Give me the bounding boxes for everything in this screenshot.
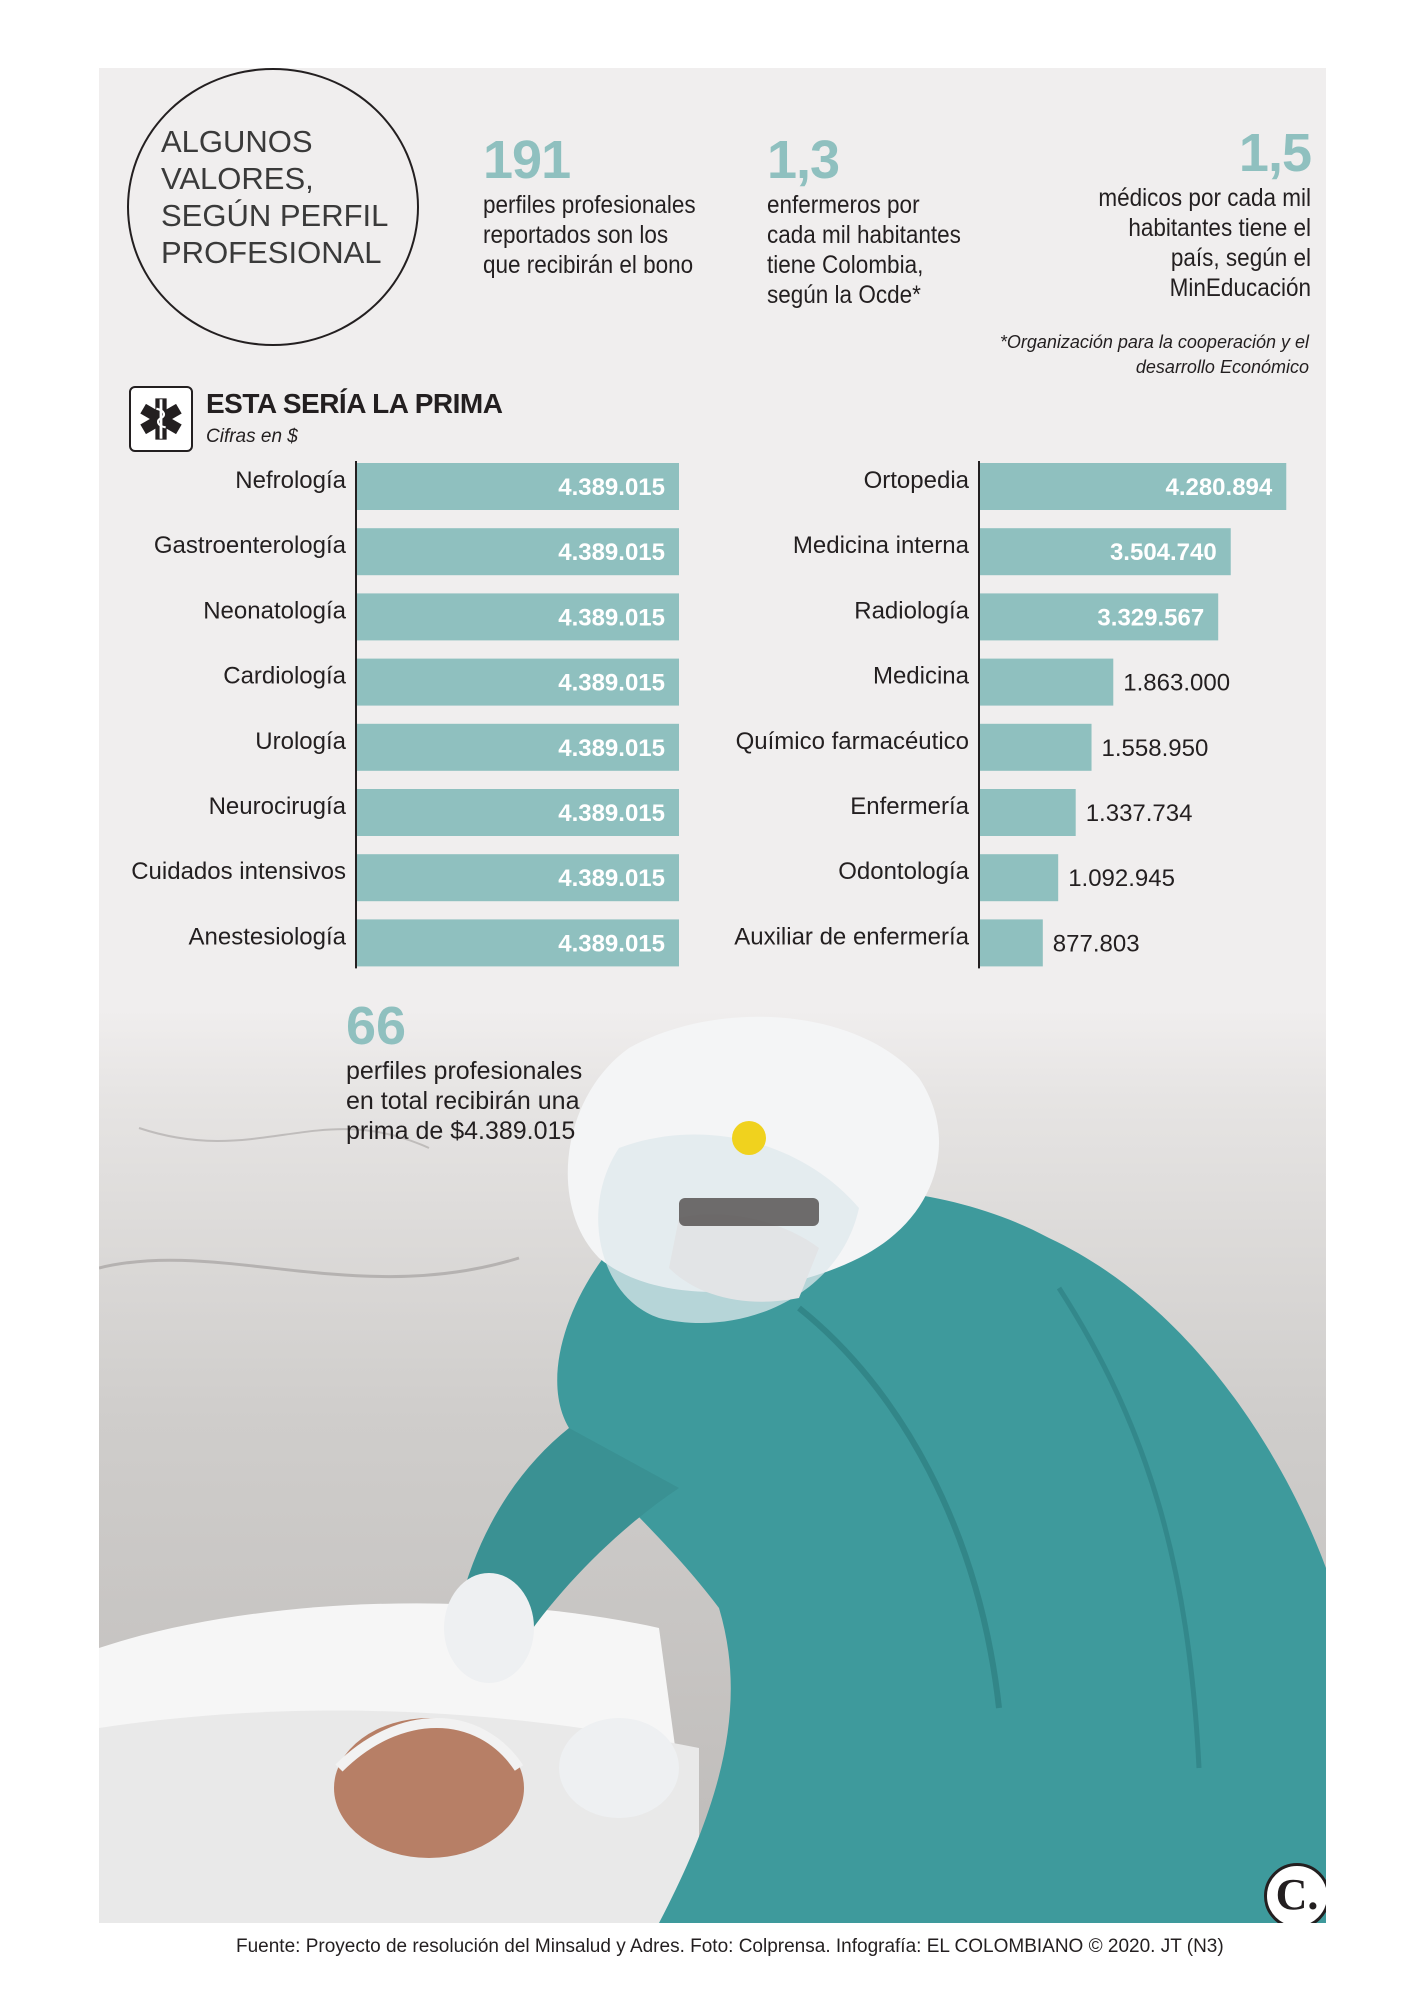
value-label: 1.092.945 — [1068, 865, 1175, 893]
bar — [980, 789, 1076, 836]
value-label: 1.337.734 — [1085, 800, 1193, 827]
category-label: Radiología — [854, 597, 969, 625]
category-label: Medicina — [872, 662, 969, 690]
stat-text: perfiles profesionales en total recibirán una prima de $4.389.015 — [346, 1057, 583, 1145]
value-label: 877.803 — [1052, 930, 1140, 958]
value-label: 4.280.894 — [1165, 474, 1273, 501]
category-label: Nefrología — [235, 467, 346, 494]
category-label: Neonatología — [203, 597, 346, 625]
stat-value: 1,3 — [767, 130, 840, 190]
category-label: Ortopedia — [863, 467, 969, 494]
value-label: 3.504.740 — [1109, 539, 1217, 567]
category-label: Medicina interna — [792, 532, 969, 560]
value-label: 1.558.950 — [1101, 734, 1209, 762]
stat-value: 191 — [483, 130, 571, 190]
category-label: Urología — [255, 727, 346, 755]
bar — [980, 659, 1113, 706]
category-label: Enfermería — [850, 793, 969, 820]
category-label: Anestesiología — [188, 923, 346, 951]
category-label: Odontología — [838, 858, 969, 886]
chart-title: ESTA SERÍA LA PRIMA — [206, 388, 503, 419]
stat-text: médicos por cada mil habitantes tiene el país, según el MinEducación — [1098, 184, 1311, 302]
category-label: Gastroenterología — [153, 532, 346, 560]
value-label: 4.389.015 — [558, 539, 665, 567]
infographic-panel — [99, 68, 1326, 1923]
category-label: Auxiliar de enfermería — [734, 923, 969, 951]
value-label: 4.389.015 — [558, 865, 665, 893]
stat-text: perfiles profesionales reportados son los que recibirán el bono — [483, 191, 696, 279]
value-label: 4.389.015 — [558, 734, 665, 762]
category-label: Cardiología — [223, 662, 346, 690]
category-label: Químico farmacéutico — [735, 727, 969, 755]
stat-value: 1,5 — [1238, 123, 1311, 183]
value-label: 1.863.000 — [1123, 669, 1231, 697]
stat-value: 66 — [346, 996, 407, 1056]
value-label: 4.389.015 — [558, 930, 665, 958]
bar — [980, 854, 1058, 901]
category-label: Cuidados intensivos — [131, 858, 346, 886]
value-label: 4.389.015 — [558, 604, 665, 632]
source-credit: Fuente: Proyecto de resolución del Minsalud y Adres. Foto: Colprensa. Infografía: EL COLOMBIANO © 2020. JT (N3) — [236, 1936, 1224, 1957]
value-label: 3.329.567 — [1097, 604, 1205, 632]
stat-text: enfermeros por cada mil habitantes tiene Colombia, según la Ocde* — [767, 191, 961, 309]
photo-health-worker — [99, 1008, 1326, 1923]
bar — [980, 919, 1043, 966]
value-label: 4.389.015 — [558, 669, 665, 697]
value-label: 4.389.015 — [558, 800, 665, 827]
value-label: 4.389.015 — [558, 474, 665, 501]
chart-subtitle: Cifras en $ — [206, 426, 298, 447]
el-colombiano-logo: C. — [1264, 1863, 1326, 1923]
category-label: Neurocirugía — [208, 793, 346, 820]
stat-66 — [346, 996, 586, 1146]
circle-title: ALGUNOS VALORES, SEGÚN PERFIL PROFESIONAL — [161, 124, 388, 270]
footnote: *Organización para la cooperación y el desarrollo Económico — [999, 332, 1309, 377]
bar — [980, 724, 1092, 771]
bar-charts — [99, 68, 1326, 1008]
